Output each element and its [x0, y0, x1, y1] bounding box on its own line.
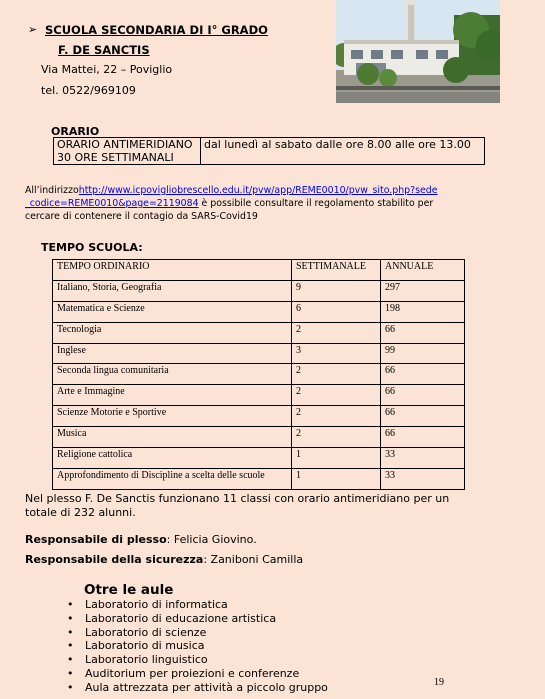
notice-prefix: All’indirizzo [25, 185, 79, 196]
table-row [53, 364, 465, 385]
table-row [53, 427, 465, 448]
table-row [53, 322, 465, 343]
subject-cell: Religione cattolica [53, 448, 292, 469]
weekly-hours-cell: 3 [292, 343, 381, 364]
weekly-hours-cell: 1 [292, 468, 381, 489]
weekly-hours-cell: 2 [292, 427, 381, 448]
plesso-line2: totale di 232 alunni. [25, 506, 136, 519]
table-row [53, 343, 465, 364]
list-item: • Aula attrezzata per attività a piccolo gruppo [67, 681, 328, 695]
weekly-hours-cell: 1 [292, 448, 381, 469]
orario-heading: ORARIO [51, 125, 100, 138]
subject-cell: Inglese [53, 343, 292, 364]
table-row [53, 448, 465, 469]
subject-cell: Approfondimento di Discipline a scelta delle scuole [53, 468, 292, 489]
orario-schedule: dal lunedì al sabato dalle ore 8.00 alle ore 13.00 [201, 138, 485, 165]
weekly-hours-cell: 2 [292, 385, 381, 406]
annual-hours-cell: 66 [381, 427, 465, 448]
subject-cell: Musica [53, 427, 292, 448]
covid-notice [25, 184, 525, 223]
orario-type: ORARIO ANTIMERIDIANO [57, 138, 193, 151]
annual-hours-cell: 198 [381, 301, 465, 322]
responsabile-plesso-label: Responsabile di plesso [25, 533, 167, 546]
page-number: 19 [434, 677, 444, 688]
annual-hours-cell: 66 [381, 385, 465, 406]
notice-line3: cercare di contenere il contagio da SARS-Covid19 [25, 211, 258, 222]
notice-suffix: è possibile consultare il regolamento stabilito per [198, 198, 434, 209]
list-item: • Laboratorio di scienze [67, 626, 328, 640]
subject-cell: Arte e Immagine [53, 385, 292, 406]
responsabile-plesso-value: : Felicia Giovino. [166, 533, 257, 546]
table-row [53, 385, 465, 406]
responsabile-plesso [25, 533, 257, 546]
annual-hours-cell: 33 [381, 448, 465, 469]
orario-type-cell [54, 138, 201, 165]
school-phone: tel. 0522/969109 [41, 84, 136, 97]
responsabile-sicurezza [25, 553, 303, 566]
col-header-settimanale: SETTIMANALE [292, 260, 381, 281]
col-header-annuale: ANNUALE [381, 260, 465, 281]
table-row [53, 468, 465, 489]
weekly-hours-cell: 2 [292, 364, 381, 385]
table-header-row [53, 260, 465, 281]
table-row [53, 301, 465, 322]
school-address: Via Mattei, 22 – Poviglio [41, 63, 173, 76]
subject-cell: Italiano, Storia, Geografia [53, 280, 292, 301]
regolamento-link[interactable]: http://www.icpovigliobrescello.edu.it/pvw/app/REME0010/pvw_sito.php?sede [78, 185, 438, 196]
list-item: • Laboratorio di musica [67, 639, 328, 653]
orario-hours: 30 ORE SETTIMANALI [57, 151, 174, 164]
annual-hours-cell: 33 [381, 468, 465, 489]
weekly-hours-cell: 9 [292, 280, 381, 301]
weekly-hours-cell: 2 [292, 406, 381, 427]
aule-list [67, 598, 328, 695]
responsabile-sicurezza-label: Responsabile della sicurezza [25, 553, 204, 566]
orario-table [53, 137, 485, 165]
responsabile-sicurezza-value: : Zaniboni Camilla [203, 553, 304, 566]
list-item: • Laboratorio linguistico [67, 653, 328, 667]
list-item: • Laboratorio di educazione artistica [67, 612, 328, 626]
annual-hours-cell: 66 [381, 322, 465, 343]
col-header-tempo: TEMPO ORDINARIO [53, 260, 292, 281]
subject-cell: Scienze Motorie e Sportive [53, 406, 292, 427]
school-title: SCUOLA SECONDARIA DI I° GRADO [45, 23, 268, 37]
regolamento-link-continued[interactable]: _codice=REME0010&page=2119084 [25, 198, 199, 209]
annual-hours-cell: 66 [381, 406, 465, 427]
subject-cell: Tecnologia [53, 322, 292, 343]
plesso-line1: Nel plesso F. De Sanctis funzionano 11 classi con orario antimeridiano per un [25, 492, 450, 505]
annual-hours-cell: 297 [381, 280, 465, 301]
tempo-scuola-heading: TEMPO SCUOLA: [41, 241, 143, 254]
weekly-hours-cell: 2 [292, 322, 381, 343]
subject-cell: Matematica e Scienze [53, 301, 292, 322]
list-item: • Auditorium per proiezioni e conferenze [67, 667, 328, 681]
school-building-photo [336, 0, 500, 103]
subject-cell: Seconda lingua comunitaria [53, 364, 292, 385]
school-name: F. DE SANCTIS [58, 43, 150, 57]
weekly-hours-cell: 6 [292, 301, 381, 322]
list-item: • Laboratorio di informatica [67, 598, 328, 612]
plesso-description [25, 492, 525, 520]
table-row [53, 280, 465, 301]
aule-heading: Otre le aule [84, 582, 174, 598]
annual-hours-cell: 66 [381, 364, 465, 385]
tempo-scuola-table [52, 259, 465, 490]
annual-hours-cell: 99 [381, 343, 465, 364]
bullet-arrow-icon: ➢ [28, 23, 38, 36]
table-row [53, 406, 465, 427]
